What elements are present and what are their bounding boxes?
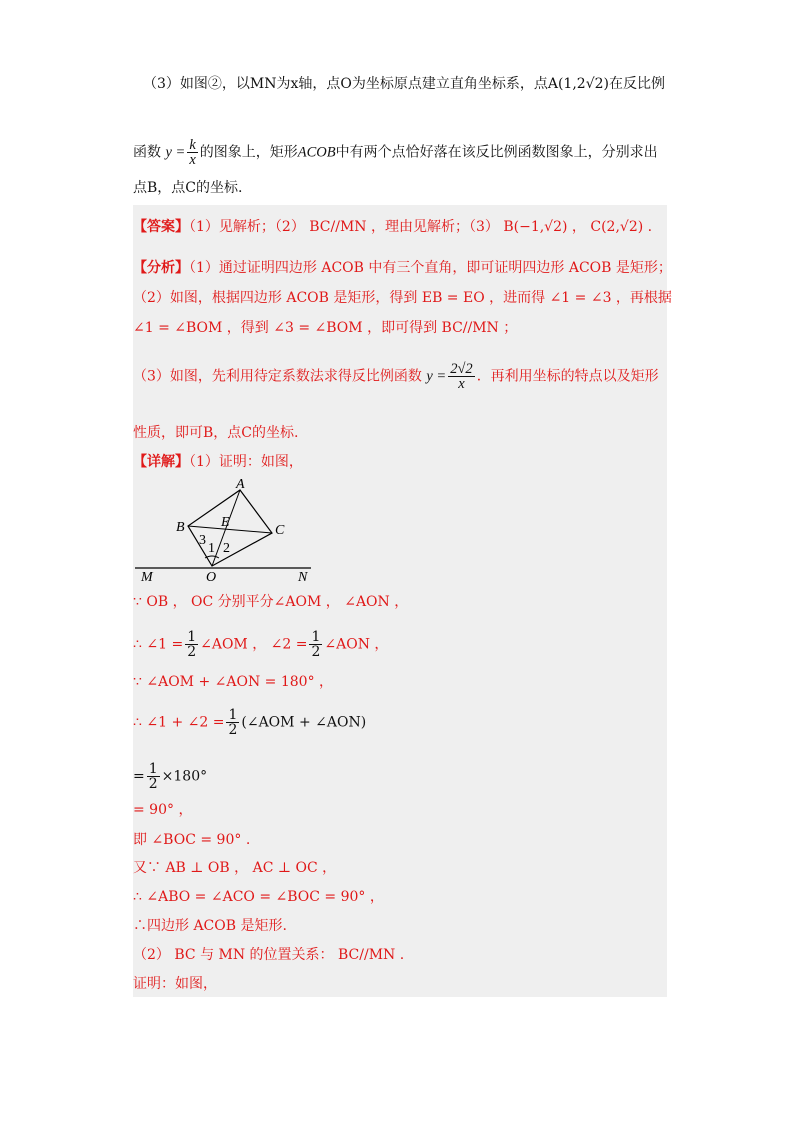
question-line-2: 函数 y = $\frac{k}{x}$ 的图象上，矩形ACOB中有两个点恰好落在该反比例函数图象上，分别求出 xyxy=(133,137,658,168)
label-o: O xyxy=(206,570,217,584)
fraction-2sqrt2-over-x: $\frac{2√2}{x}$ xyxy=(450,361,473,392)
answer-line: 【答案】（1）见解析；（2） BC//MN ，理由见解析；（3） B(−1,√2) ， C(2,√2) . xyxy=(133,219,653,235)
detail-step-5: = $\frac{1}{2}$ ×180° xyxy=(133,761,208,792)
detail-step-3: ∵ ∠AOM + ∠AON = 180° ， xyxy=(133,674,334,690)
label-n: N xyxy=(298,570,308,584)
detail-step-2: ∴ ∠1 = $\frac{1}{2}$ ∠AOM ， ∠2 = $\frac{1}{2}$ ∠AON ， xyxy=(133,629,389,660)
analysis-line-1: 【分析】（1）通过证明四边形 ACOB 中有三个直角，即可证明四边形 ACOB 是矩形； xyxy=(133,260,672,276)
label-a: A xyxy=(236,478,245,492)
rectangle-acob xyxy=(188,490,272,566)
detail-step-12: 证明：如图， xyxy=(133,976,217,992)
detail-step-9: ∴ ∠ABO = ∠ACO = ∠BOC = 90° ， xyxy=(133,889,384,905)
detail-step-8: 又∵ AB ⊥ OB ， AC ⊥ OC ， xyxy=(133,860,337,876)
question-line-1: （3）如图②，以MN为x轴，点O为坐标原点建立直角坐标系，点A(1,2√2)在反比例 xyxy=(143,76,665,92)
fraction-one-half: $\frac{1}{2}$ xyxy=(311,629,321,660)
fraction-k-over-x: $\frac{k}{x}$ xyxy=(189,137,196,168)
detail-step-10: ∴四边形 ACOB 是矩形. xyxy=(133,918,287,934)
label-angle-3: 3 xyxy=(199,533,206,548)
label-m: M xyxy=(141,570,153,584)
detail-step-1: ∵ OB ， OC 分别平分∠AOM ， ∠AON ， xyxy=(133,594,409,610)
label-c: C xyxy=(275,523,285,538)
analysis-line-5: 性质，即可B，点C的坐标. xyxy=(133,425,299,441)
label-b: B xyxy=(176,520,185,535)
analysis-line-4: （3）如图，先利用待定系数法求得反比例函数 y = $\frac{2√2}{x}$ ．再利用坐标的特点以及矩形 xyxy=(133,361,659,392)
analysis-line-3: ∠1 = ∠BOM ，得到 ∠3 = ∠BOM ，即可得到 BC//MN ； xyxy=(133,320,518,336)
detail-step-11: （2） BC 与 MN 的位置关系： BC//MN . xyxy=(133,947,405,963)
geometry-figure xyxy=(133,478,313,584)
detail-step-7: 即 ∠BOC = 90° . xyxy=(133,832,251,848)
detail-step-6: = 90° ， xyxy=(133,802,193,818)
label-angle-2: 2 xyxy=(223,541,230,556)
fraction-one-half: $\frac{1}{2}$ xyxy=(228,707,238,738)
label-angle-1: 1 xyxy=(208,541,215,556)
detail-intro-line: 【详解】（1）证明：如图， xyxy=(133,454,303,470)
analysis-line-2: （2）如图，根据四边形 ACOB 是矩形，得到 EB = EO ，进而得 ∠1 = ∠3 ，再根据 xyxy=(133,290,672,306)
fraction-one-half: $\frac{1}{2}$ xyxy=(148,761,158,792)
segment-bc xyxy=(188,526,272,533)
question-line-3: 点B，点C的坐标. xyxy=(133,180,243,196)
label-e: E xyxy=(221,515,230,530)
detail-step-4: ∴ ∠1 + ∠2 = $\frac{1}{2}$ (∠AOM + ∠AON) xyxy=(133,707,367,738)
fraction-one-half: $\frac{1}{2}$ xyxy=(187,629,197,660)
